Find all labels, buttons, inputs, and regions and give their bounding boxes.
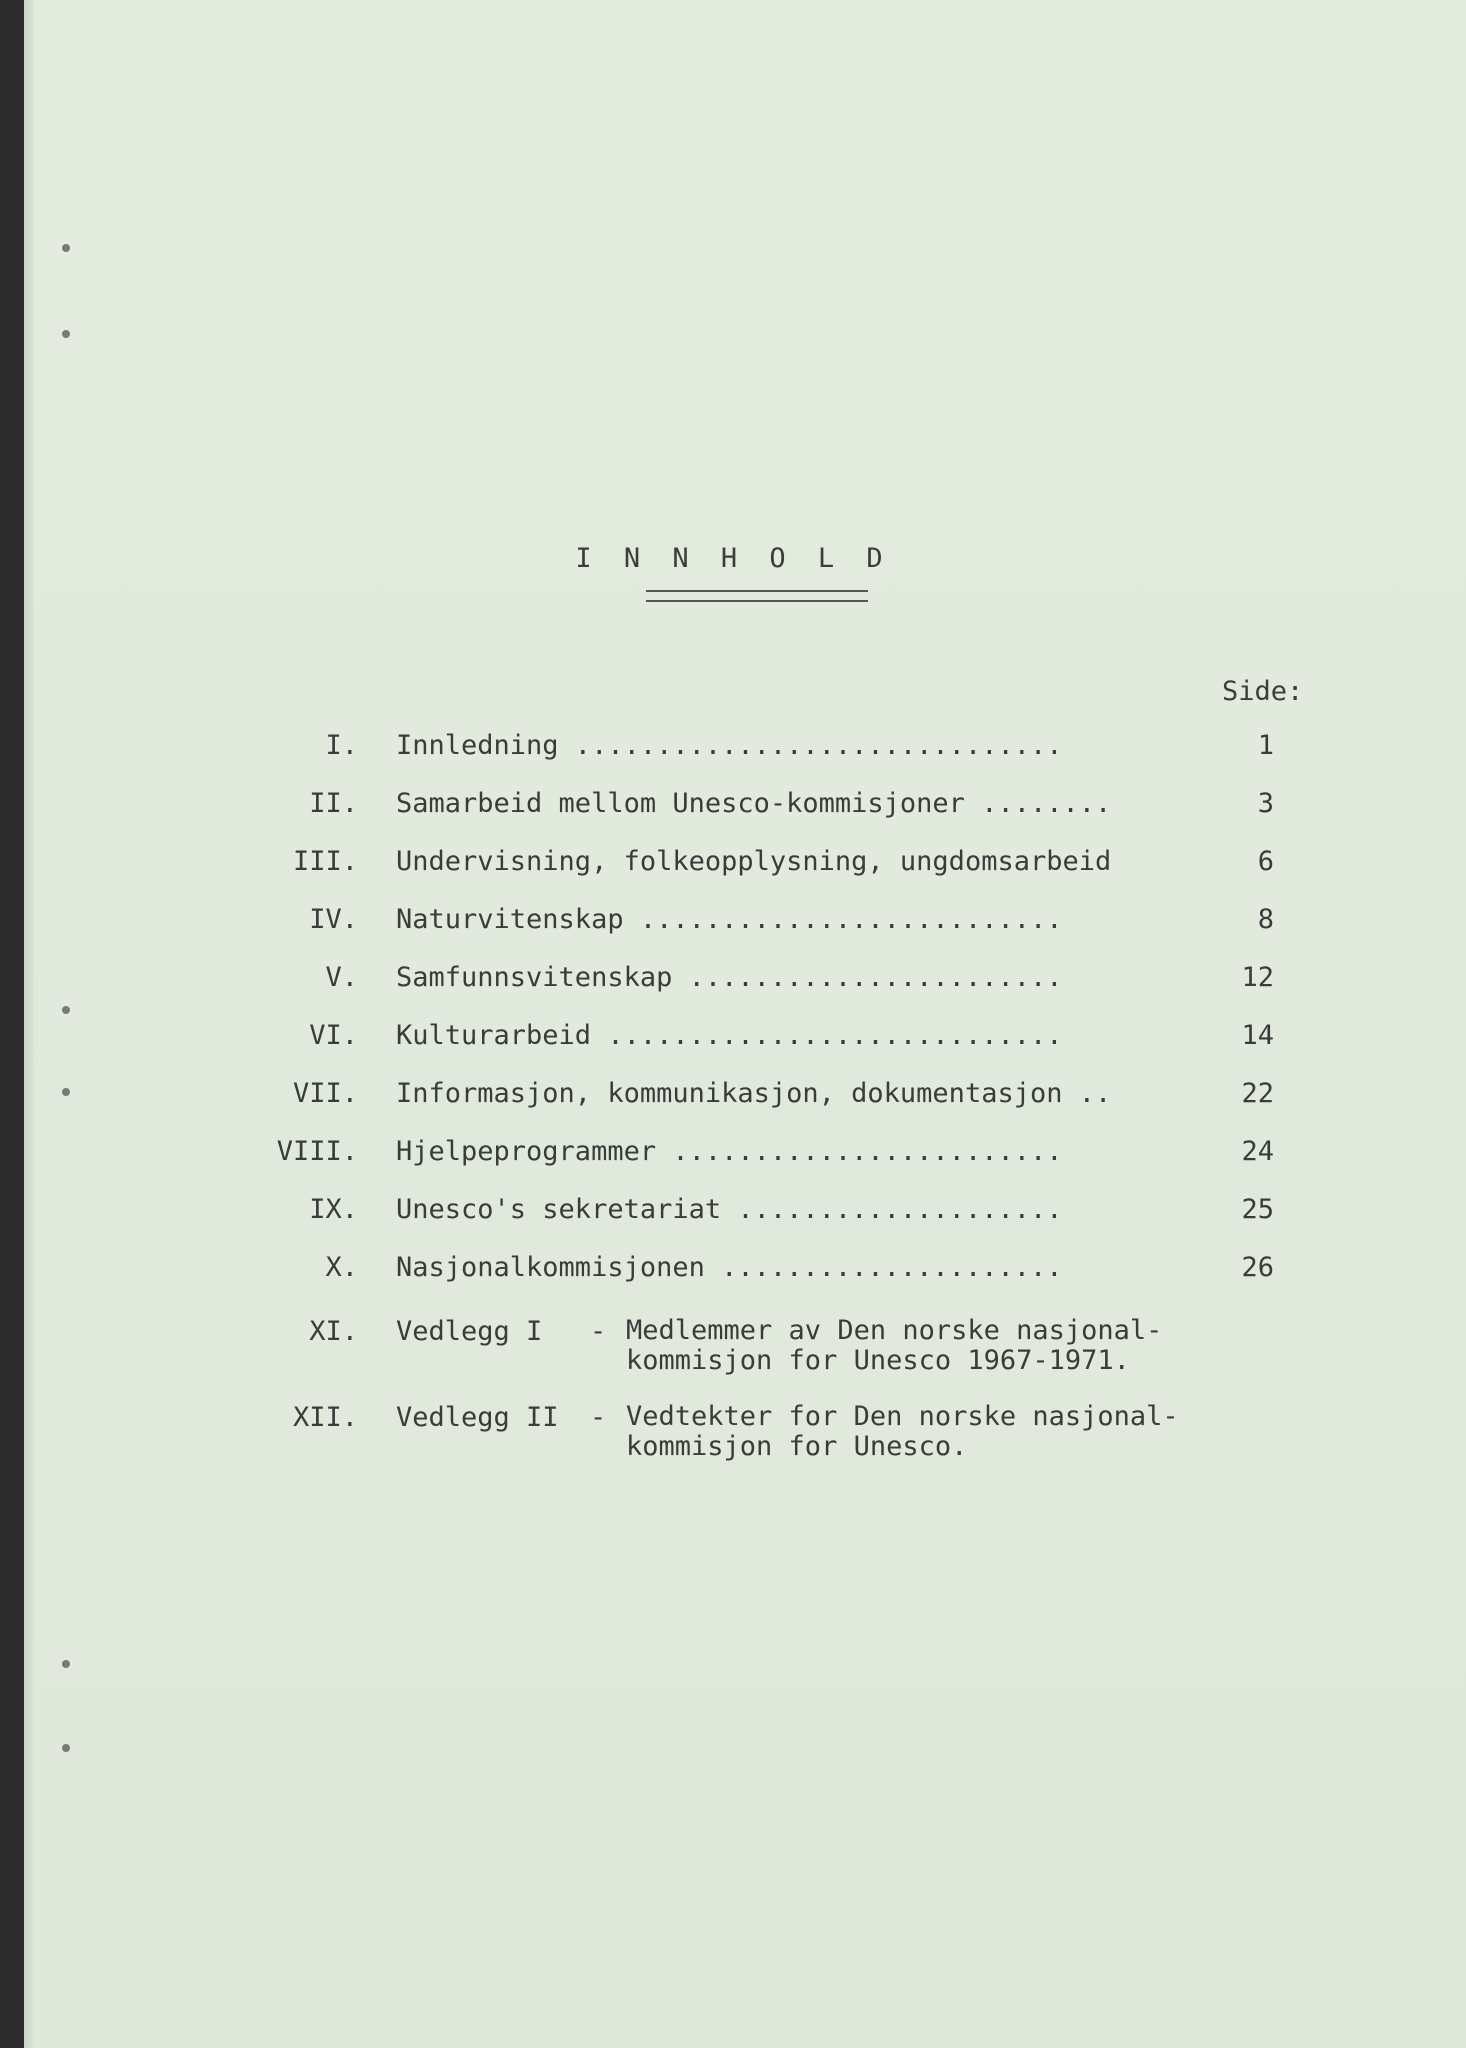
entry-number: I.: [325, 730, 358, 761]
entry-number: VII.: [292, 1078, 358, 1109]
entry-number: III.: [292, 846, 358, 877]
punch-mark: [62, 1660, 70, 1668]
entry-page: 12: [1241, 962, 1274, 993]
toc-entry: [0, 1078, 1466, 1136]
toc-appendix: [0, 1402, 1466, 1482]
entry-title: Undervisning, folkeopplysning, ungdomsarbeid: [396, 846, 1112, 877]
entry-title: Samarbeid mellom Unesco-kommisjoner ........: [396, 788, 1112, 819]
entry-number: II.: [309, 788, 358, 819]
entry-page: 8: [1257, 904, 1274, 935]
entry-number: X.: [325, 1252, 358, 1283]
title-underline: [646, 590, 868, 602]
entry-title: Kulturarbeid ............................: [396, 1020, 1063, 1051]
appendix-description: [626, 1402, 1179, 1462]
appendix-number: XI.: [309, 1316, 358, 1347]
entry-page: 1: [1257, 730, 1274, 761]
appendix-line: kommisjon for Unesco.: [626, 1431, 968, 1462]
entry-title: Samfunnsvitenskap .......................: [396, 962, 1063, 993]
appendix-number: XII.: [292, 1402, 358, 1433]
toc-entry: [0, 962, 1466, 1020]
punch-mark: [62, 1744, 70, 1752]
entry-page: 14: [1241, 1020, 1274, 1051]
toc-entry: [0, 1020, 1466, 1078]
punch-mark: [62, 330, 70, 338]
toc-entry: [0, 846, 1466, 904]
entry-number: IX.: [309, 1194, 358, 1225]
entry-page: 22: [1241, 1078, 1274, 1109]
table-of-contents: [0, 730, 1466, 1482]
side-column-label: Side:: [1222, 676, 1304, 707]
appendix-line: kommisjon for Unesco 1967-1971.: [626, 1345, 1130, 1376]
entry-page: 25: [1241, 1194, 1274, 1225]
appendix-label: Vedlegg I: [396, 1316, 543, 1347]
appendix-line: Medlemmer av Den norske nasjonal-: [626, 1315, 1163, 1346]
entry-page: 26: [1241, 1252, 1274, 1283]
entry-page: 6: [1257, 846, 1274, 877]
appendix-description: [626, 1316, 1162, 1376]
page-title: I N N H O L D: [575, 543, 891, 574]
entry-number: VIII.: [276, 1136, 358, 1167]
toc-entry: [0, 1252, 1466, 1310]
entry-title: Informasjon, kommunikasjon, dokumentasjon ..: [396, 1078, 1112, 1109]
toc-entry: [0, 1136, 1466, 1194]
punch-mark: [62, 244, 70, 252]
toc-entry: [0, 1194, 1466, 1252]
toc-appendix: [0, 1316, 1466, 1396]
entry-page: 3: [1257, 788, 1274, 819]
entry-title: Nasjonalkommisjonen .....................: [396, 1252, 1063, 1283]
appendix-line: Vedtekter for Den norske nasjonal-: [626, 1401, 1179, 1432]
entry-title: Hjelpeprogrammer ........................: [396, 1136, 1063, 1167]
entry-page: 24: [1241, 1136, 1274, 1167]
toc-entry: [0, 730, 1466, 788]
toc-entry: [0, 788, 1466, 846]
entry-title: Naturvitenskap ..........................: [396, 904, 1063, 935]
entry-number: VI.: [309, 1020, 358, 1051]
entry-title: Innledning ..............................: [396, 730, 1063, 761]
entry-title: Unesco's sekretariat ....................: [396, 1194, 1063, 1225]
appendix-dash: -: [590, 1316, 607, 1347]
appendix-dash: -: [590, 1402, 607, 1433]
entry-number: V.: [325, 962, 358, 993]
toc-entry: [0, 904, 1466, 962]
entry-number: IV.: [309, 904, 358, 935]
appendix-label: Vedlegg II: [396, 1402, 559, 1433]
